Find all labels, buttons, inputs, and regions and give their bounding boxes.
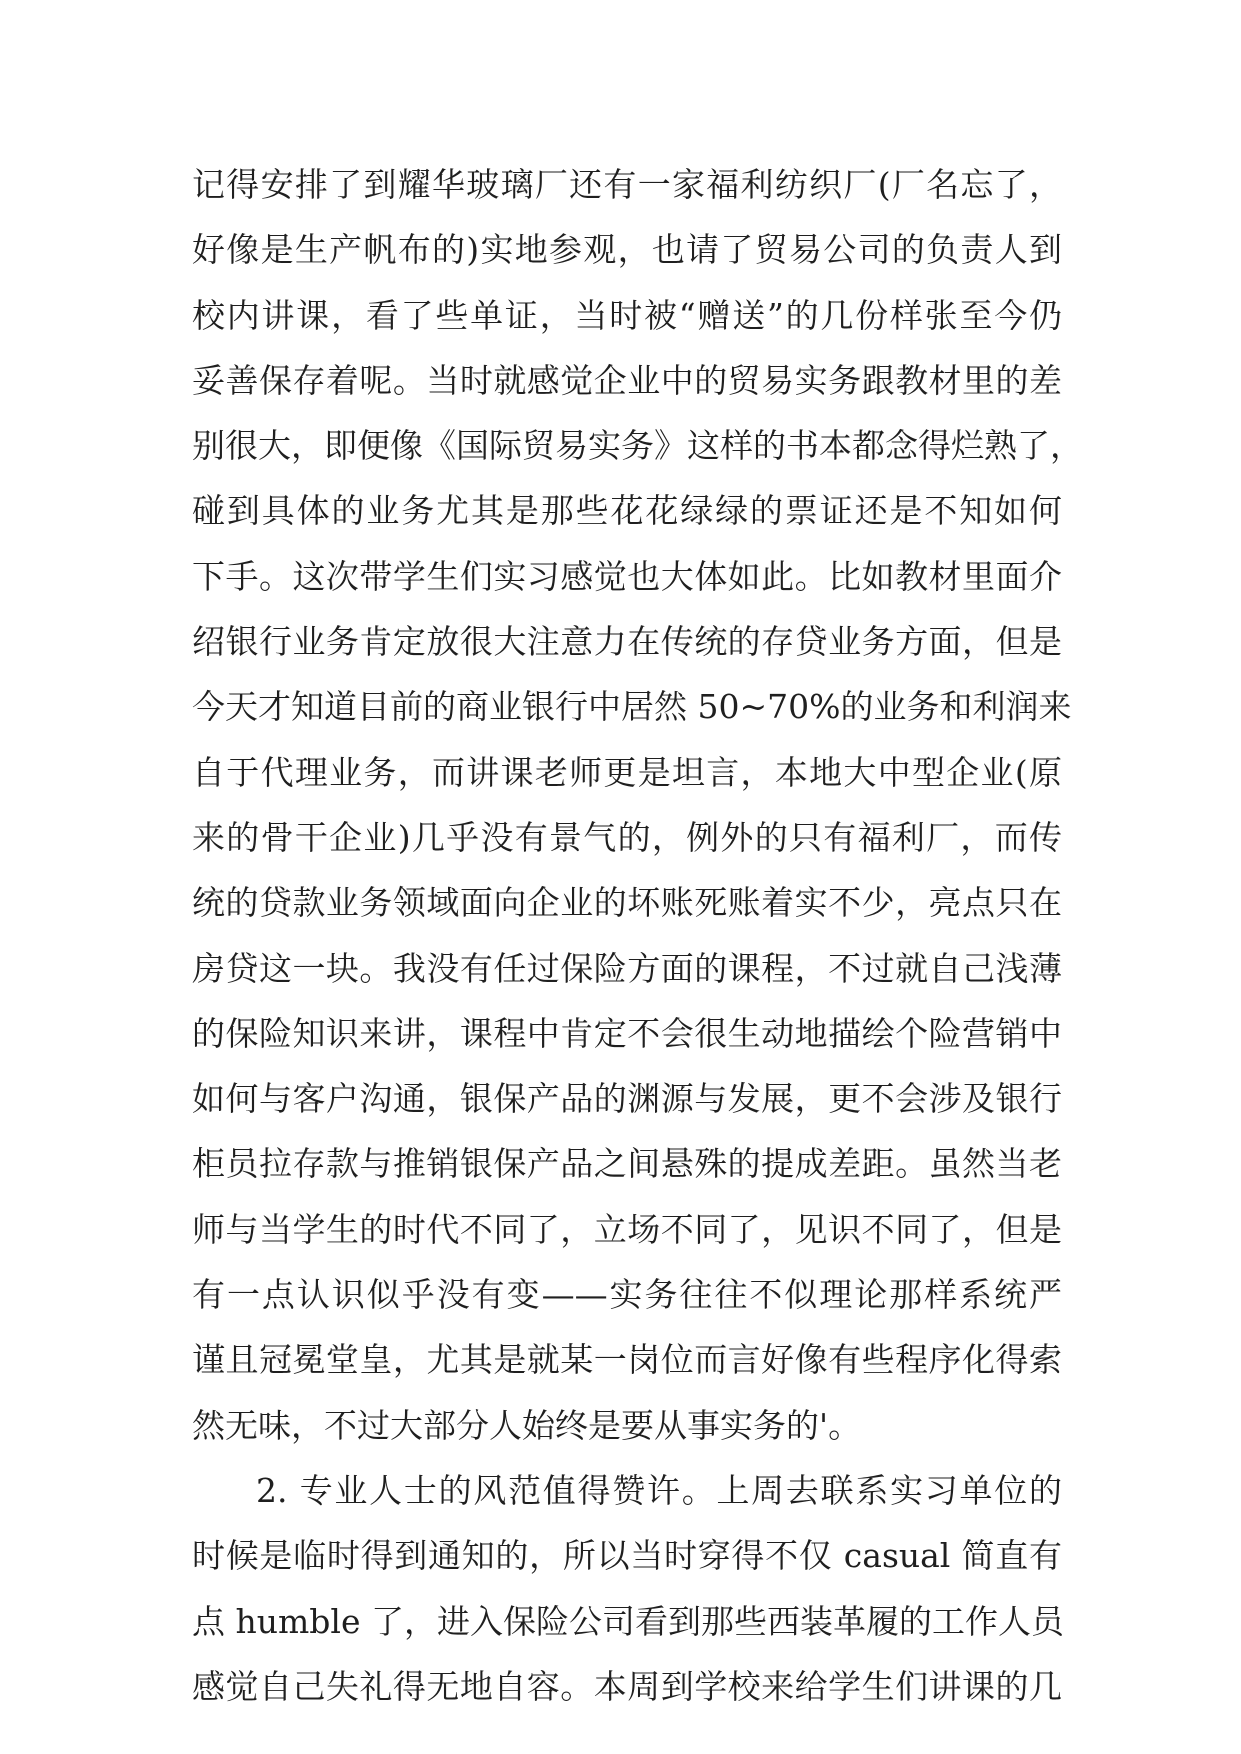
text-line-10: 自于代理业务，而讲课老师更是坦言，本地大中型企业(原 <box>192 752 1062 792</box>
text-line-9: 今天才知道目前的商业银行中居然 50~70%的业务和利润来 <box>192 687 1072 727</box>
text-line-20: 然无味，不过大部分人始终是要从事实务的'。 <box>192 1405 862 1445</box>
text-line-18: 有一点认识似乎没有变——实务往往不似理论那样系统严 <box>192 1275 1062 1315</box>
body-text <box>192 152 1083 1719</box>
text-line-12: 统的贷款业务领域面向企业的坏账死账着实不少，亮点只在 <box>192 883 1062 923</box>
text-line-23: 点 humble 了，进入保险公司看到那些西装革履的工作人员 <box>192 1601 1064 1641</box>
text-line-2: 好像是生产帆布的)实地参观，也请了贸易公司的负责人到 <box>192 230 1062 270</box>
text-line-4: 妥善保存着呢。当时就感觉企业中的贸易实务跟教材里的差 <box>192 360 1062 400</box>
text-line-13: 房贷这一块。我没有任过保险方面的课程，不过就自己浅薄 <box>192 948 1062 988</box>
text-line-16: 柜员拉存款与推销银保产品之间悬殊的提成差距。虽然当老 <box>192 1144 1062 1184</box>
text-line-8: 绍银行业务肯定放很大注意力在传统的存贷业务方面，但是 <box>192 622 1062 662</box>
text-line-7: 下手。这次带学生们实习感觉也大体如此。比如教材里面介 <box>192 556 1062 596</box>
text-line-17: 师与当学生的时代不同了，立场不同了，见识不同了，但是 <box>192 1209 1062 1249</box>
text-line-5: 别很大，即便像《国际贸易实务》这样的书本都念得烂熟了， <box>192 426 1083 466</box>
text-line-11: 来的骨干企业)几乎没有景气的，例外的只有福利厂，而传 <box>192 817 1062 857</box>
text-line-24: 感觉自己失礼得无地自容。本周到学校来给学生们讲课的几 <box>192 1666 1062 1706</box>
text-line-21: 2. 专业人士的风范值得赞许。上周去联系实习单位的 <box>256 1470 1062 1510</box>
text-line-15: 如何与客户沟通，银保产品的渊源与发展，更不会涉及银行 <box>192 1079 1062 1119</box>
text-line-22: 时候是临时得到通知的，所以当时穿得不仅 casual 简直有 <box>192 1536 1062 1576</box>
text-line-3: 校内讲课，看了些单证，当时被“赠送”的几份样张至今仍 <box>192 295 1062 335</box>
text-line-1: 记得安排了到耀华玻璃厂还有一家福利纺织厂(厂名忘了， <box>192 165 1062 204</box>
text-line-19: 谨且冠冕堂皇，尤其是就某一岗位而言好像有些程序化得索 <box>192 1340 1062 1380</box>
text-line-14: 的保险知识来讲，课程中肯定不会很生动地描绘个险营销中 <box>192 1013 1062 1053</box>
text-line-6: 碰到具体的业务尤其是那些花花绿绿的票证还是不知如何 <box>192 491 1062 531</box>
